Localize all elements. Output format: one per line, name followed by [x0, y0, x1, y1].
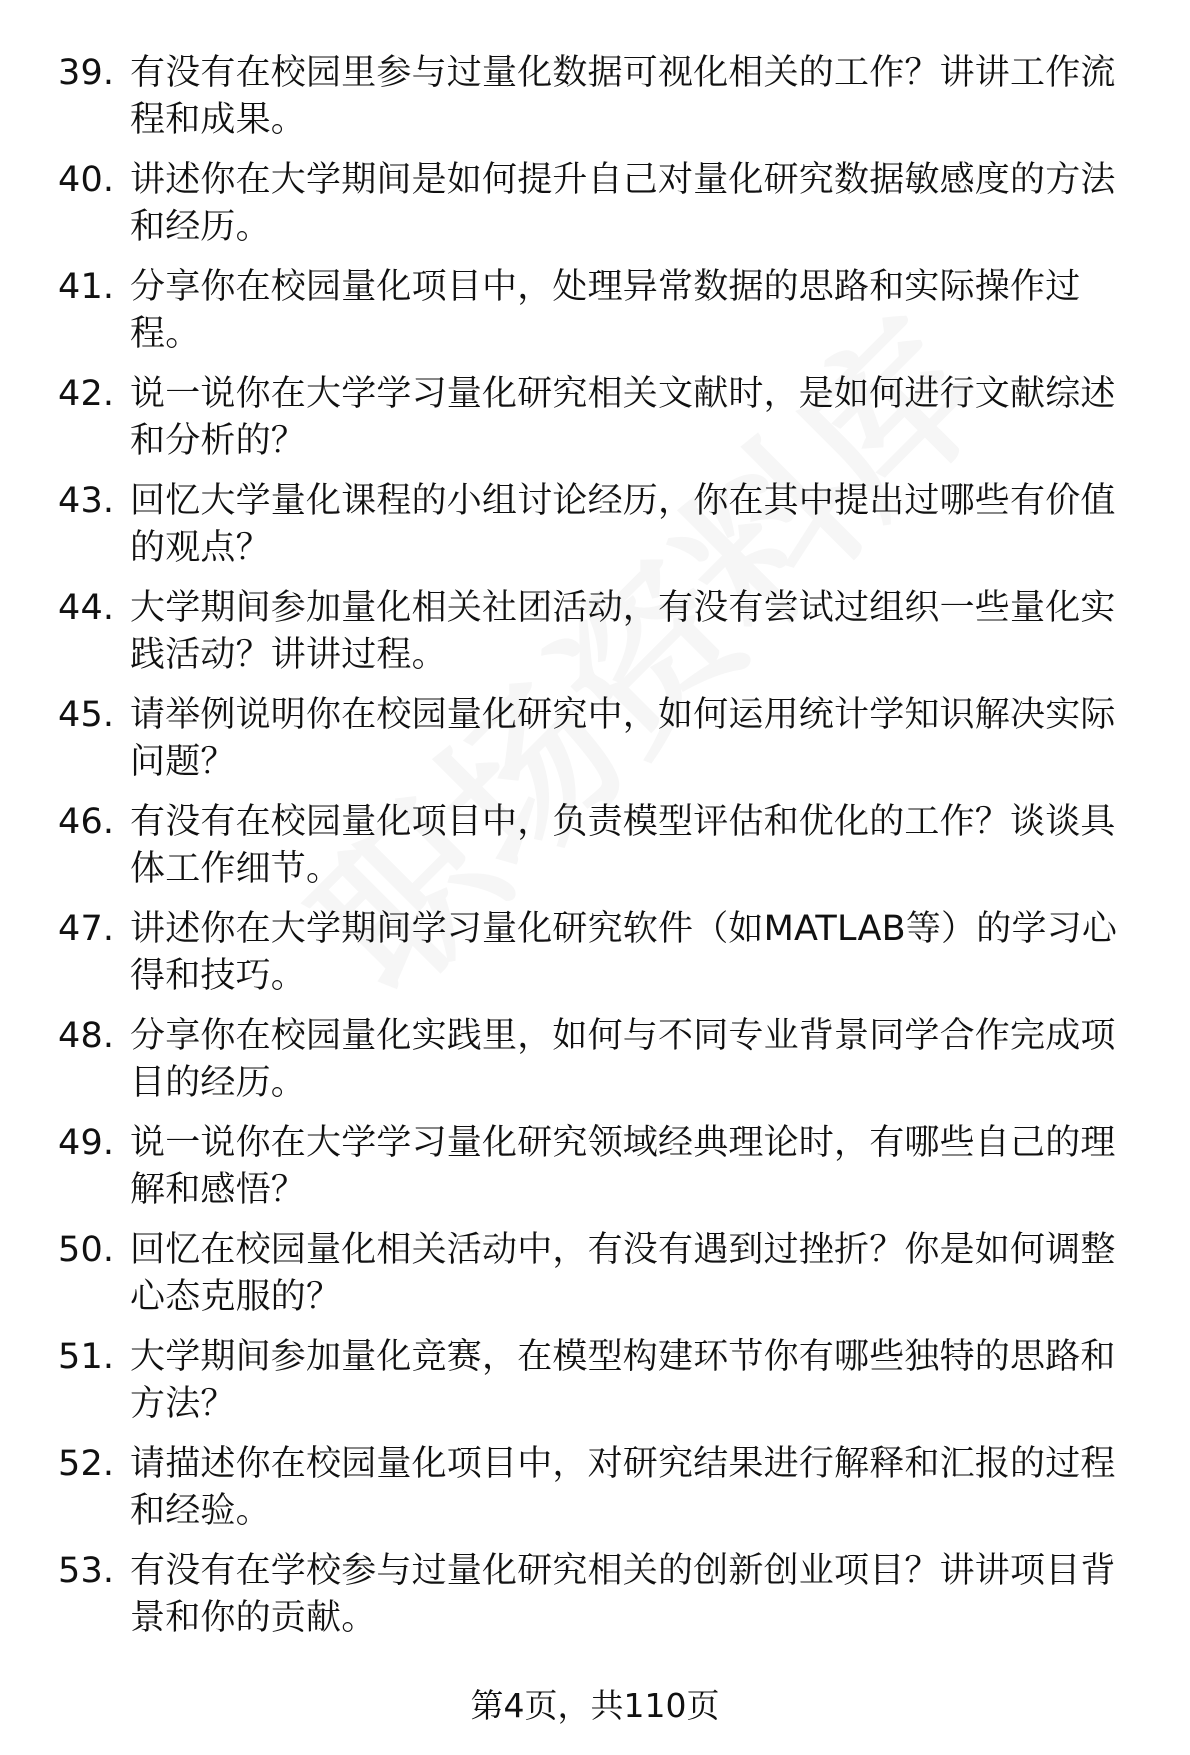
question-number: 43. — [58, 481, 115, 521]
question-number: 46. — [58, 802, 115, 842]
question-item — [58, 1441, 1148, 1535]
question-item — [58, 50, 1148, 144]
question-number: 45. — [58, 695, 115, 735]
question-number: 52. — [58, 1444, 115, 1484]
question-item — [58, 692, 1148, 786]
question-text: 分享你在校园量化项目中，处理异常数据的思路和实际操作过程。 — [130, 267, 1081, 354]
question-text: 请举例说明你在校园量化研究中，如何运用统计学知识解决实际问题？ — [130, 695, 1116, 782]
question-item — [58, 371, 1148, 465]
question-text: 回忆在校园量化相关活动中，有没有遇到过挫折？你是如何调整心态克服的？ — [130, 1230, 1116, 1317]
question-item — [58, 157, 1148, 251]
question-text: 回忆大学量化课程的小组讨论经历，你在其中提出过哪些有价值的观点？ — [130, 481, 1116, 568]
question-item — [58, 1013, 1148, 1107]
question-item — [58, 1120, 1148, 1214]
question-number: 48. — [58, 1016, 115, 1056]
question-number: 50. — [58, 1230, 115, 1270]
question-item — [58, 264, 1148, 358]
question-item — [58, 1548, 1148, 1642]
question-item — [58, 478, 1148, 572]
question-text: 大学期间参加量化相关社团活动，有没有尝试过组织一些量化实践活动？讲讲过程。 — [130, 588, 1116, 675]
question-number: 44. — [58, 588, 115, 628]
question-number: 47. — [58, 909, 115, 949]
question-list — [58, 50, 1148, 1655]
question-item — [58, 1227, 1148, 1321]
question-text: 讲述你在大学期间是如何提升自己对量化研究数据敏感度的方法和经历。 — [130, 160, 1116, 247]
question-number: 49. — [58, 1123, 115, 1163]
question-item — [58, 906, 1148, 1000]
question-text: 请描述你在校园量化项目中，对研究结果进行解释和汇报的过程和经验。 — [130, 1444, 1116, 1531]
question-text: 讲述你在大学期间学习量化研究软件（如MATLAB等）的学习心得和技巧。 — [130, 909, 1118, 996]
question-item — [58, 1334, 1148, 1428]
question-text: 分享你在校园量化实践里，如何与不同专业背景同学合作完成项目的经历。 — [130, 1016, 1116, 1103]
page-footer: 第4页，共110页 — [470, 1686, 720, 1725]
question-item — [58, 585, 1148, 679]
question-number: 42. — [58, 374, 115, 414]
question-number: 41. — [58, 267, 115, 307]
question-text: 有没有在校园量化项目中，负责模型评估和优化的工作？谈谈具体工作细节。 — [130, 802, 1116, 889]
question-text: 有没有在学校参与过量化研究相关的创新创业项目？讲讲项目背景和你的贡献。 — [130, 1551, 1116, 1638]
question-number: 40. — [58, 160, 115, 200]
question-text: 有没有在校园里参与过量化数据可视化相关的工作？讲讲工作流程和成果。 — [130, 53, 1116, 140]
question-number: 53. — [58, 1551, 115, 1591]
question-number: 51. — [58, 1337, 115, 1377]
question-text: 大学期间参加量化竞赛，在模型构建环节你有哪些独特的思路和方法？ — [130, 1337, 1116, 1424]
question-number: 39. — [58, 53, 115, 93]
question-text: 说一说你在大学学习量化研究相关文献时，是如何进行文献综述和分析的？ — [130, 374, 1116, 461]
question-item — [58, 799, 1148, 893]
question-text: 说一说你在大学学习量化研究领域经典理论时，有哪些自己的理解和感悟？ — [130, 1123, 1116, 1210]
